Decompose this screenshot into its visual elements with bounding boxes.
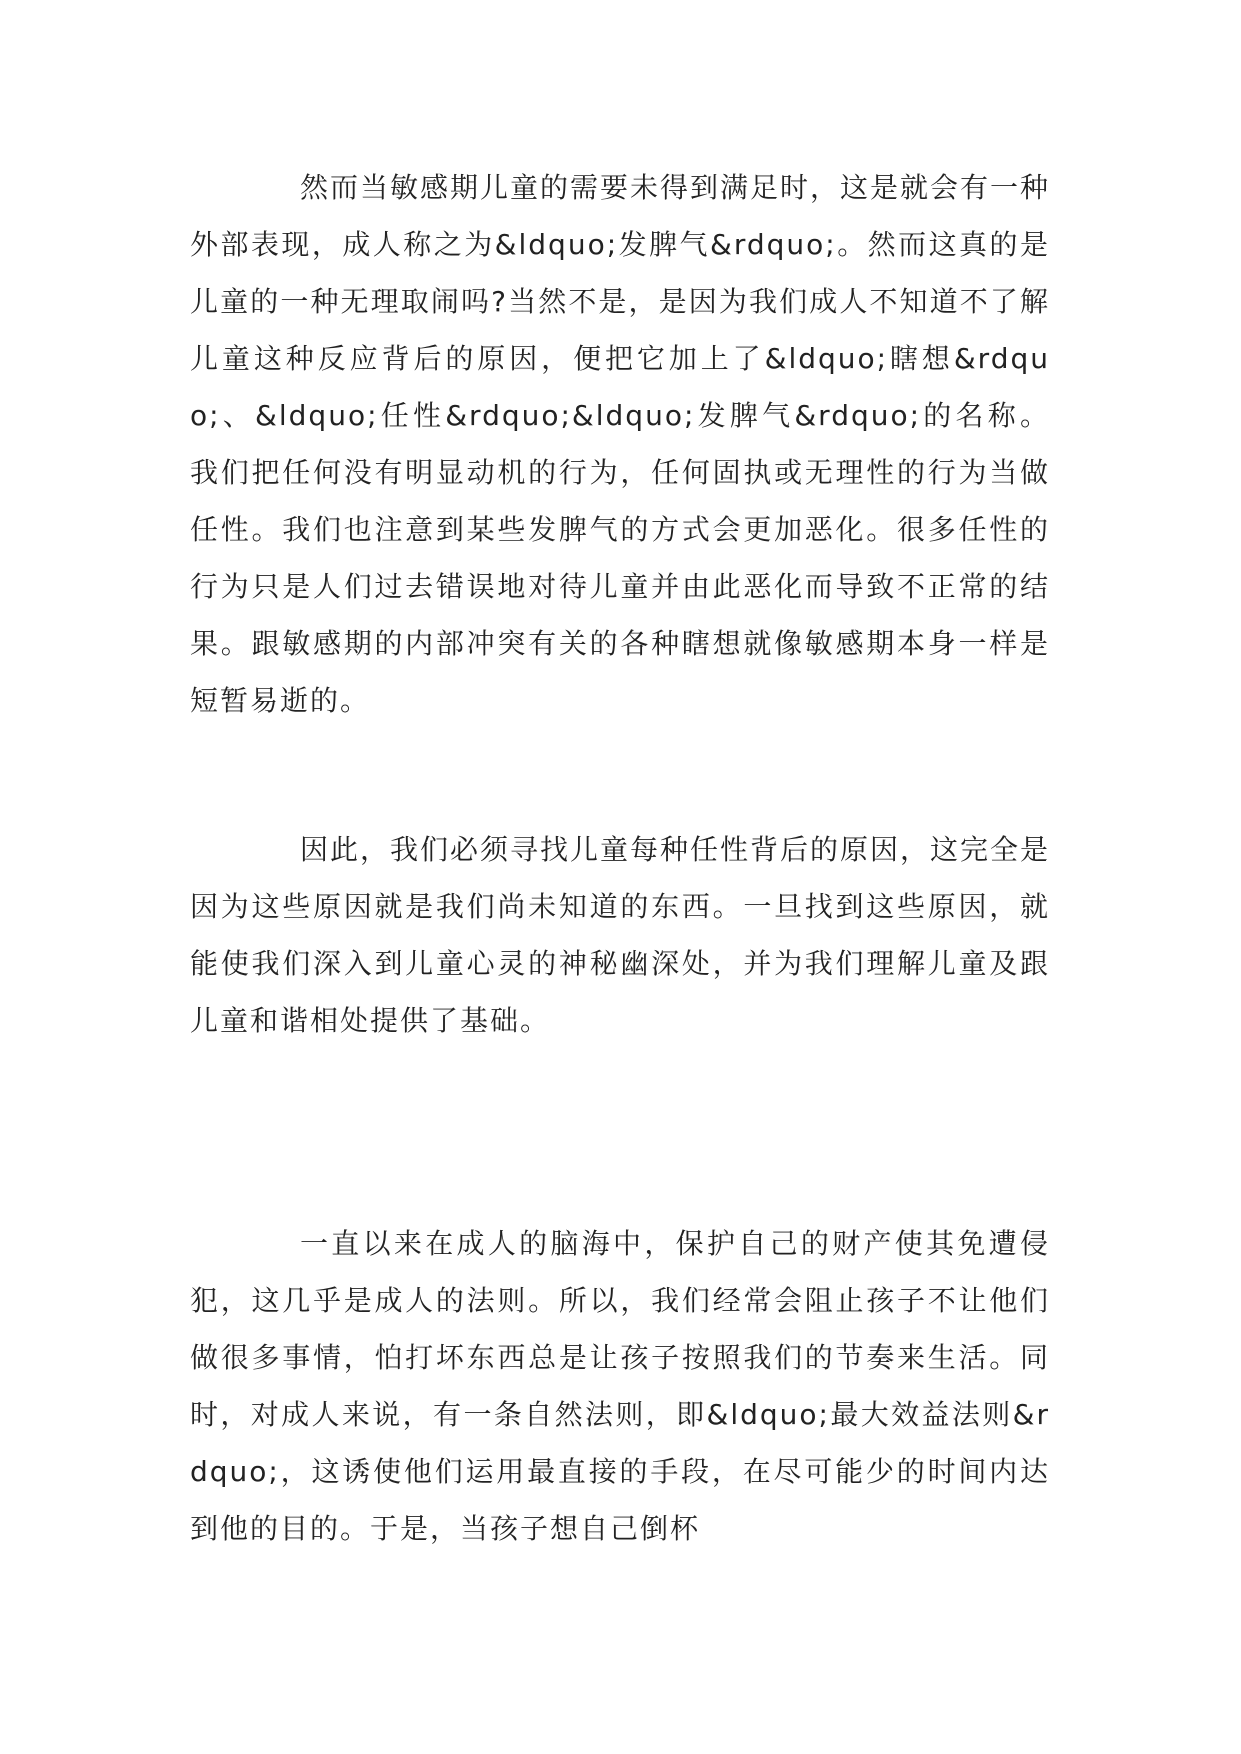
paragraph-find-causes: 因此，我们必须寻找儿童每种任性背后的原因，这完全是因为这些原因就是我们尚未知道的东西。一旦找到这些原因，就能使我们深入到儿童心灵的神秘幽深处，并为我们理解儿童及跟儿童和谐相处提供了基础。 xyxy=(190,833,1051,1037)
paragraph-sensitive-period: 然而当敏感期儿童的需要未得到满足时，这是就会有一种外部表现，成人称之为&ldquo;发脾气&rdquo;。然而这真的是儿童的一种无理取闹吗?当然不是，是因为我们成人不知道不了解儿童这种反应背后的原因，便把它加上了&ldquo;瞎想&rdquo;、&ldquo;任性&rdquo;&ldquo;发脾气&rdquo;的名称。我们把任何没有明显动机的行为，任何固执或无理性的行为当做任性。我们也注意到某些发脾气的方式会更加恶化。很多任性的行为只是人们过去错误地对待儿童并由此恶化而导致不正常的结果。跟敏感期的内部冲突有关的各种瞎想就像敏感期本身一样是短暂易逝的。 xyxy=(190,171,1051,717)
paragraph-adult-rules: 一直以来在成人的脑海中，保护自己的财产使其免遭侵犯，这几乎是成人的法则。所以，我们经常会阻止孩子不让他们做很多事情，怕打坏东西总是让孩子按照我们的节奏来生活。同时，对成人来说，有一条自然法则，即&ldquo;最大效益法则&rdquo;，这诱使他们运用最直接的手段，在尽可能少的时间内达到他的目的。于是，当孩子想自己倒杯 xyxy=(190,1227,1050,1545)
